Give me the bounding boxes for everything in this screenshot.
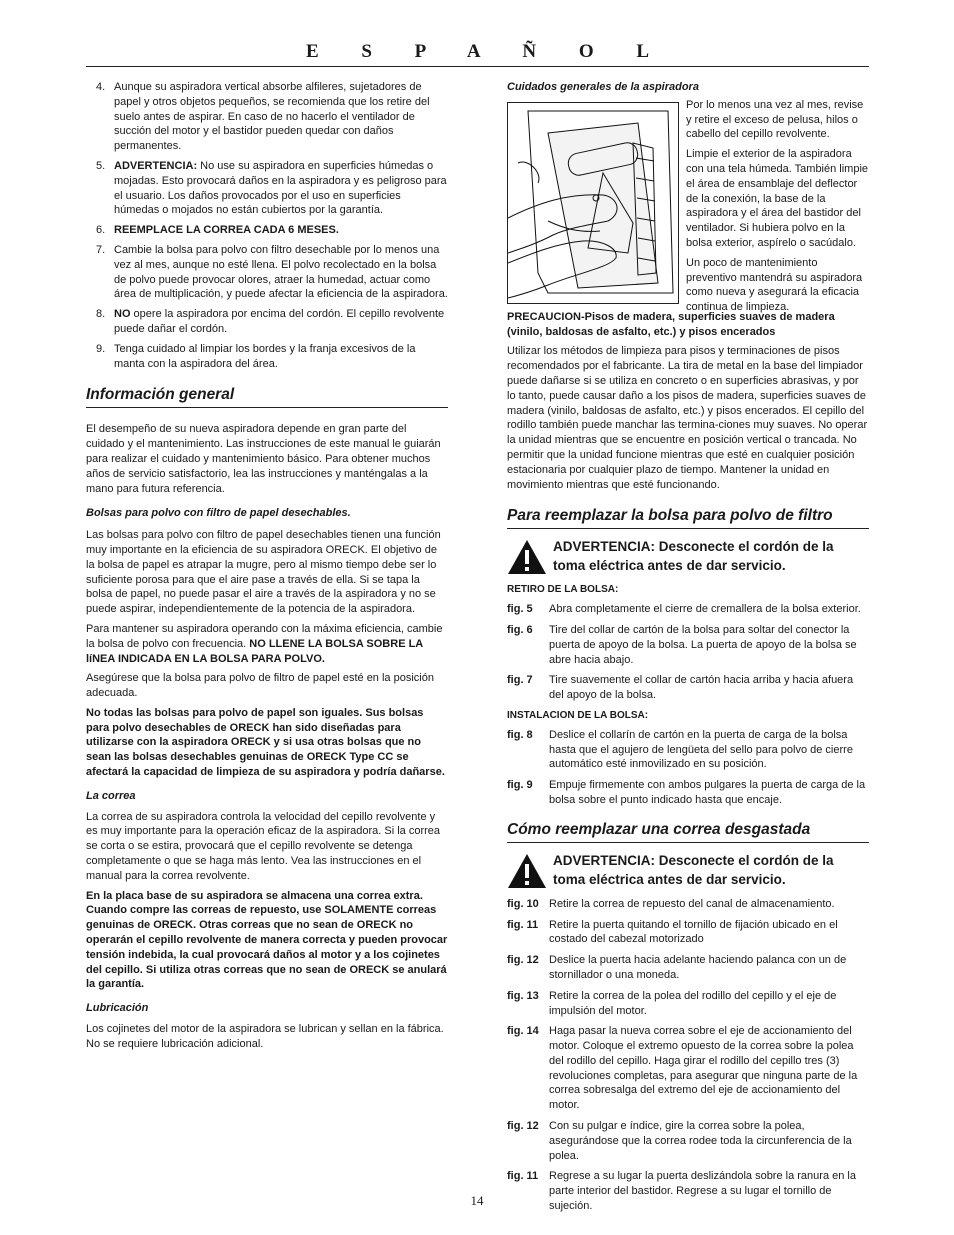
section-title-belt-replace: Cómo reemplazar una correa desgastada [507, 820, 869, 843]
figure-step: fig. 12 Deslice la puerta hacia adelante haciendo palanca con un de stornillador o una moneda. [507, 954, 847, 981]
info-paragraph: El desempeño de su nueva aspiradora depende en gran parte del cuidado y el mantenimiento. Las instrucciones de este manual le guiarán para realizar el cuidado y mantenimiento básico. Para obtener muchos años de servicio satisfactorio, lea las instrucciones y manténgalas a la mano para futura referencia. [86, 423, 441, 495]
right-column [507, 80, 869, 1220]
install-caption: INSTALACION DE LA BOLSA: [507, 709, 649, 721]
warning-text: ADVERTENCIA: Desconecte el cordón de la toma eléctrica antes de dar servicio. [553, 539, 834, 574]
warning-triangle-icon [507, 853, 547, 889]
list-item: 9. Tenga cuidado al limpiar los bordes y la franja excesivos de la manta con la aspiradora del área. [96, 342, 416, 370]
subsection-title-bags: Bolsas para polvo con filtro de papel desechables. [86, 507, 351, 520]
figure-step: fig. 12 Con su pulgar e índice, gire la correa sobre la polea, asegurándose que la correa rodee toda la circunferencia de la polea. [507, 1120, 852, 1162]
warning-triangle-icon [507, 539, 547, 575]
care-block [507, 98, 869, 314]
caution-heading: PRECAUCION-Pisos de madera, superficies suaves de madera (vinilo, baldosas de asfalto, etc.) y pisos encerados [507, 310, 835, 338]
belt-paragraph-2: En la placa base de su aspiradora se almacena una correa extra. Cuando compre las correas de repuesto, use SOLAMENTE correas genuinas de ORECK. Otras correas que no sean de ORECK no operarán el cepillo revolvente de manera correcta y pueden provocar tensión indebida, la cual provocará daños al motor y a los cojinetes del cepillo. Si utiliza otras correas que no sean de ORECK se anulará la garantía. [86, 889, 448, 991]
vacuum-brush-illustration [508, 103, 678, 303]
belt-paragraph-1: La correa de su aspiradora controla la velocidad del cepillo revolvente y es muy importante para la operación eficaz de la aspiradora. Si la correa se corta o se estira, provocará que el cepillo revolvente se detenga completamente o que se haga más lento. Vea las instrucciones en el manual para la correa revolvente. [86, 810, 441, 882]
figure-step: fig. 13 Retire la correa de la polea del rodillo del cepillo y el eje de impulsión del motor. [507, 989, 837, 1017]
care-paragraph-3: Un poco de mantenimiento preventivo mantendrá su aspiradora como nueva y asegurará la eficacia continua de limpieza. [686, 256, 863, 314]
warning-block-2 [507, 851, 869, 889]
page-header [86, 40, 869, 67]
section-title-bag-replace: Para reemplazar la bolsa para polvo de filtro [507, 506, 869, 529]
figure-step: fig. 10 Retire la correa de repuesto del canal de almacenamiento. [507, 897, 835, 910]
subsection-title-care: Cuidados generales de la aspiradora [507, 81, 699, 93]
figure-step: fig. 14 Haga pasar la nueva correa sobre el eje de accionamiento del motor. Coloque el extremo opuesto de la correa sobre la polea del rodillo del cepillo. Haga girar el rodillo del cepillo tres (3) revoluciones completas, para asegurar que ninguna parte de la correa sobresalga del extremo del eje de accionamiento del motor. [507, 1025, 858, 1112]
list-item: 8. NO opere la aspiradora por encima del cordón. El cepillo revolvente puede dañar el cordón. [96, 308, 445, 335]
lubrication-paragraph: Los cojinetes del motor de la aspiradora se lubrican y sellan en la fábrica. No se requiere lubricación adicional. [86, 1023, 444, 1050]
left-column [86, 80, 448, 1057]
figure-step: fig. 7 Tire suavemente el collar de cartón hacia arriba y hacia afuera del apoyo de la bolsa. [507, 674, 854, 702]
list-item: 7. Cambie la bolsa para polvo con filtro desechable por lo menos una vez al mes, aunque no esté llena. El polvo recolectado en la bolsa de polvo puede provocar olores, atraer la humedad, actuar como área de multiplicación, y puede afectar la eficiencia de la aspiradora. [96, 243, 448, 301]
list-item: 6. REEMPLACE LA CORREA CADA 6 MESES. [96, 224, 339, 237]
brush-cleaning-illustration [507, 102, 679, 304]
figure-step: fig. 8 Deslice el collarín de cartón en la puerta de carga de la bolsa hasta que el agujero de lengüeta del sello para polvo de cierre automático esté inmovilizado en su posición. [507, 728, 853, 771]
removal-caption: RETIRO DE LA BOLSA: [507, 584, 619, 596]
figure-step: fig. 6 Tire del collar de cartón de la bolsa para soltar del conector la puerta de apoyo de la bolsa. La puerta de apoyo de la bolsa se abre hacia abajo. [507, 623, 857, 666]
bags-paragraph-4: No todas las bolsas para polvo de papel son iguales. Sus bolsas para polvo desechables de ORECK han sido diseñadas para utilizarse con la aspiradora ORECK y si usa otras bolsas que no sean las bolsas desechables genuinas de ORECK Type CC se afectará la capacidad de limpieza de su aspiradora y podría dañarse. [86, 706, 445, 779]
list-item: 4. Aunque su aspiradora vertical absorbe alfileres, sujetadores de papel y otros objetos pequeños, se recomienda que los retire del suelo antes de aspirar. En caso de no hacerlo el ventilador de succión del motor y el bastidor pueden quedar con daños permanentes. [96, 81, 430, 153]
bags-paragraph-1: Las bolsas para polvo con filtro de papel desechables tienen una función muy importante en la eficiencia de su aspiradora ORECK. El objetivo de la bolsa de papel es atrapar la mugre, pero al mismo tiempo debe ser lo suficiente porosa para que el aire pase a través de ella. Si se tapa la bolsa de papel, no puede pasar el aire a través de la aspiradora y no se puede aspirar, independientemente de la potencia de la aspiradora. [86, 529, 441, 616]
subsection-title-lubrication: Lubricación [86, 1002, 149, 1015]
caution-paragraph: Utilizar los métodos de limpieza para pisos y terminaciones de pisos recomendados por el fabricante. La tira de metal en la base del limpiador puede dañarse si se utiliza en concreto o en superficies abrasivas, y por lo tanto, puede causar daño a los pisos de madera, superficies suaves de madera (vinilo, baldosas de asfalto, etc.) y pisos encerados. El cepillo del rodillo también puede manchar las termina-ciones muy suaves. No operar la unidad mientras que se encuentre en posición vertical o trancada. No permitir que la unidad funcione mientras que esté en cualquier posición estacionaria por cualquier plazo de tiempo. Mantener la unidad en movimiento mientras que esté funcionando. [507, 345, 868, 491]
figure-step: fig. 5 Abra completamente el cierre de cremallera de la bolsa exterior. [507, 603, 861, 616]
section-title-info: Información general [86, 385, 448, 408]
figure-step: fig. 11 Retire la puerta quitando el tornillo de fijación ubicado en el costado del cabezal motorizado [507, 918, 838, 946]
care-paragraph-2: Limpie el exterior de la aspiradora con una tela húmeda. También limpie el área de ensamblaje del deflector de la conexión, la base de la aspiradora y el área del bastidor del ventilador. Si hubiera polvo en la bolsa exterior, aspírelo o sacúdalo. [686, 148, 869, 249]
bags-paragraph-2: Para mantener su aspiradora operando con la máxima eficiencia, cambie la bolsa de polvo con frecuencia. NO LLENE LA BOLSA SOBRE LA líNEA INDICADA EN LA BOLSA PARA POLVO. [86, 622, 443, 665]
subsection-title-belt: La correa [86, 789, 136, 802]
page-number: 14 [470, 1193, 484, 1208]
figure-step: fig. 9 Empuje firmemente con ambos pulgares la puerta de carga de la bolsa sobre el punto indicado hasta que encaje. [507, 779, 866, 806]
language-title: E S P A Ñ O L [305, 41, 669, 62]
care-text [686, 98, 869, 320]
precautions-list [86, 80, 448, 371]
list-item: 5. ADVERTENCIA: No use su aspiradora en superficies húmedas o mojadas. Esto provocará daños en la aspiradora y es peligroso para el usuario. Los daños provocados por el uso en superficies húmedas o mojados no están cubiertos por la garantía. [96, 159, 447, 217]
bags-paragraph-3: Asegúrese que la bolsa para polvo de filtro de papel esté en la posición adecuada. [86, 672, 434, 700]
care-paragraph-1: Por lo menos una vez al mes, revise y retire el exceso de pelusa, hilos o cabello del cepillo revolvente. [686, 98, 864, 141]
figure-step: fig. 11 Regrese a su lugar la puerta deslizándola sobre la ranura en la parte interior del bastidor. Regrese a su lugar el tornillo de sujeción. [507, 1170, 856, 1213]
warning-block-1 [507, 537, 869, 575]
warning-text: ADVERTENCIA: Desconecte el cordón de la toma eléctrica antes de dar servicio. [553, 852, 834, 887]
